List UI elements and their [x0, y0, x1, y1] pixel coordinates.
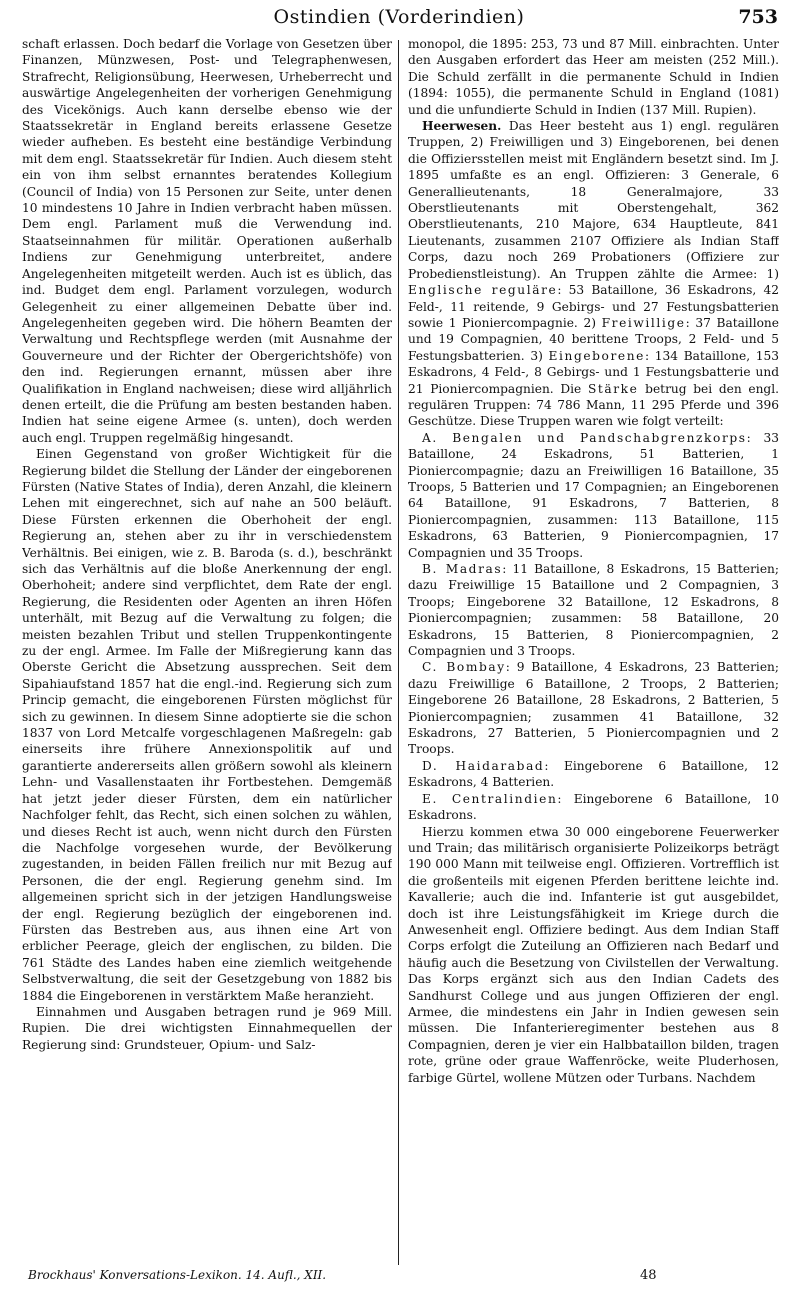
region-label: E. Centralindien — [422, 791, 558, 806]
section-run-in-heading: Heerwesen. — [422, 119, 502, 134]
paragraph-heerwesen — [408, 118, 779, 430]
right-column — [408, 36, 779, 1258]
region-text: : Eingeborene 6 Bataillone, 10 Eskadrons. — [408, 791, 779, 823]
region-text: : Eingeborene 6 Bataillone, 12 Eskadrons, 4 Batterien. — [408, 758, 779, 790]
paragraph: Hierzu kommen etwa 30 000 eingeborene Feuerwerker und Train; das militärisch organisierte Polizeikorps beträgt 190 000 Mann mit teilweise engl. Offizieren. Vortrefflich ist die großenteils mit eigenen Pferden berittene leichte ind. Kavallerie; auch die ind. Infanterie ist gut ausgebildet, doch ist ihre Leistungsfähigkeit im Kriege durch die Anwesenheit engl. Offiziere bedingt. Aus dem Indian Staff Corps erfolgt die Zuteilung an Offizieren nach Bedarf und häufig auch die Besetzung von Civilstellen der Verwaltung. Das Korps ergänzt sich aus den Indian Cadets des Sandhurst College und aus jungen Offizieren der engl. Armee, die mindestens ein Jahr in Indien gewesen sein müssen. Die Infanterieregimenter bestehen aus 8 Compagnien, deren je vier ein Halbbataillon bilden, tragen rote, grüne oder graue Waffenröcke, weite Pluderhosen, farbige Gürtel, wollene Mützen oder Turbans. Nachdem — [408, 824, 779, 1085]
paragraph: monopol, die 1895: 253, 73 und 87 Mill. einbrachten. Unter den Ausgaben erfordert das Heer am meisten (252 Mill.). Die Schuld zerfällt in die permanente Schuld in Indien (1894: 1055), die permanente Schuld in England (1081) und die unfundierte Schuld in Indien (137 Mill. Rupien). — [408, 37, 779, 117]
army-region-entry — [408, 791, 779, 824]
army-region-entry — [408, 758, 779, 791]
paragraph-text: Das Heer besteht aus 1) engl. regulären Truppen, 2) Freiwilligen und 3) Eingeborenen, bei denen die Offiziersstellen meist mit Engländern besetzt sind. Im J. 1895 umfaßte es an engl. Offizieren: 3 Generale, 6 Generallieutenants, 18 Generalmajore, 33 Oberstlieutenants mit Oberstengehalt, 362 Oberstlieutenants, 210 Majore, 634 Hauptleute, 841 Lieutenants, zusammen 2107 Offiziere als Indian Staff Corps, dazu noch 269 Probationers (Offiziere zur Probedienstleistung). An Truppen zählte die Armee: 1) — [408, 119, 779, 281]
column-divider — [398, 40, 399, 1265]
page-header — [20, 6, 778, 40]
page-number: 753 — [738, 6, 778, 28]
region-text: : 9 Bataillone, 4 Eskadrons, 23 Batterien; dazu Freiwillige 6 Bataillone, 2 Troops, 2 Batterien; Eingeborene 26 Bataillone, 28 Eskadrons, 2 Batterien, 5 Pioniercompagnien; zusammen 41 Bataillone, 32 Eskadrons, 27 Batterien, 5 Pioniercompagnien und 2 Troops. — [408, 660, 779, 757]
running-title: Ostindien (Vorderindien) — [273, 6, 525, 28]
paragraph-text: : 37 Bataillone und 19 Compagnien, 40 berittene Troops, 2 Feld- und 5 Festungsbatterien. 3) — [408, 315, 779, 363]
army-region-entry — [408, 659, 779, 757]
region-label: B. Madras — [422, 562, 503, 576]
paragraph: Einen Gegenstand von großer Wichtigkeit für die Regierung bildet die Stellung der Länder der eingeborenen Fürsten (Native States of India), deren Anzahl, die kleinern Lehen mit eingerechnet, sich auf nahe an 500 beläuft. Diese Fürsten erkennen die Oberhoheit der engl. Regierung an, stehen aber zu ihr in verschiedenstem Verhältnis. Bei einigen, wie z. B. Baroda (s. d.), beschränkt sich das Verhältnis auf die bloße Anerkennung der engl. Oberhoheit; andere sind verpflichtet, dem Rate der engl. Regierung, die Residenten oder Agenten an ihren Höfen unterhält, mit Bezug auf die Verwaltung zu folgen; die meisten bezahlen Tribut und stellen Truppenkontingente zu der engl. Armee. Im Falle der Mißregierung kann das Oberste Gericht die Absetzung aussprechen. Seit dem Sipahiaufstand 1857 hat die engl.-ind. Regierung sich zum Princip gemacht, die eingeborenen Fürsten möglichst für sich zu gewinnen. In diesem Sinne adoptierte sie die schon 1837 von Lord Metcalfe vorgeschlagenen Maßregeln: gab einerseits ihre frühere Annexionspolitik auf und garantierte andererseits allen größern sowohl als kleinern Lehn- und Vasallenstaaten ihr Fortbestehen. Demgemäß hat jetzt jeder dieser Fürsten, dem ein natürlicher Nachfolger fehlt, das Recht, sich einen solchen zu wählen, und dieses Recht ist auch, wenn nicht durch den Fürsten die Nachfolge vorgesehen wurde, der Bevölkerung zugestanden, in beiden Fällen freilich nur mit Bezug auf Personen, die der engl. Regierung genehm sind. Im allgemeinen spricht sich in der jetzigen Handlungsweise der engl. Regierung bezüglich der eingeborenen ind. Fürsten das Bestreben aus, aus ihnen eine Art von erblicher Peerage, gleich der englischen, zu bilden. Die 761 Städte des Landes haben eine ziemlich weitgehende Selbstverwaltung, die seit der Gesetzgebung von 1882 bis 1884 die Eingeborenen in verstärktem Maße heranzieht. — [22, 447, 392, 1003]
paragraph: schaft erlassen. Doch bedarf die Vorlage von Gesetzen über Finanzen, Münzwesen, Post- und Telegraphenwesen, Strafrecht, Religionsübung, Heerwesen, Urheberrecht und auswärtige Angelegenheiten der vorherigen Genehmigung des Vicekönigs. Auch kann derselbe ebenso wie der Staatssekretär in England bereits erlassene Gesetze wieder aufheben. Es besteht eine beständige Verbindung mit dem engl. Staatssekretär für Indien. Auch diesem steht ein von ihm selbst ernanntes beratendes Kollegium (Council of India) von 15 Personen zur Seite, unter denen 10 mindestens 10 Jahre in Indien verbracht haben müssen. Dem engl. Parlament muß die Verwendung ind. Staatseinnahmen für militär. Operationen außerhalb Indiens zur Genehmigung unterbreitet, andere Angelegenheiten mitgeteilt werden. Auch ist es üblich, das ind. Budget dem engl. Parlament vorzulegen, wodurch Gelegenheit zu einer allgemeinen Debatte über ind. Angelegenheiten gegeben wird. Die höhern Beamten der Verwaltung und Rechtspflege werden (mit Ausnahme der Gouverneure und der Richter der Obergerichtshöfe) von den ind. Regierungen ernannt, müssen aber ihre Qualifikation in England nachweisen; diese wird alljährlich denen erteilt, die die Prüfung am besten bestanden haben. Indien hat seine eigene Armee (s. unten), doch werden auch engl. Truppen regelmäßig hingesandt. — [22, 37, 392, 445]
spaced-term: Stärke — [587, 381, 639, 396]
region-text: : 33 Bataillone, 24 Eskadrons, 51 Batterien, 1 Pioniercompagnie; dazu an Freiwilligen 16 Bataillone, 35 Troops, 5 Batterien und 17 Compagnien; an Eingeborenen 64 Bataillone, 91 Eskadrons, 7 Batterien, 8 Pioniercompagnien, zusammen: 113 Bataillone, 115 Eskadrons, 63 Batterien, 9 Pioniercompagnien, 17 Compagnien und 35 Troops. — [408, 430, 779, 560]
page-footer — [28, 1268, 778, 1288]
army-region-entry — [408, 430, 779, 561]
paragraph-text: : 134 Bataillone, 153 Eskadrons, 4 Feld-, 8 Gebirgs- und 1 Festungsbatterie und 21 Pioniercompagnien. Die — [408, 348, 779, 396]
sheet-signature: 48 — [640, 1268, 657, 1283]
footer-source: Brockhaus' Konversations-Lexikon. 14. Aufl., XII. — [28, 1268, 327, 1282]
army-region-entry — [408, 561, 779, 659]
spaced-term: Englische reguläre — [408, 283, 558, 298]
paragraph-text: betrug bei den engl. regulären Truppen: 74 786 Mann, 11 295 Pferde und 396 Geschütze. Diese Truppen waren wie folgt verteilt: — [408, 381, 779, 429]
left-column — [22, 36, 392, 1258]
region-text: : 11 Bataillone, 8 Eskadrons, 15 Batterien; dazu Freiwillige 15 Bataillone und 2 Compagnien, 3 Troops; Eingeborene 32 Bataillone, 12 Eskadrons, 8 Pioniercompagnien; zusammen: 58 Bataillone, 20 Eskadrons, 15 Batterien, 8 Pioniercompagnien, 2 Compagnien und 3 Troops. — [408, 562, 779, 659]
region-label: C. Bombay — [422, 660, 506, 675]
paragraph-text: : 53 Bataillone, 36 Eskadrons, 42 Feld-, 11 reitende, 9 Gebirgs- und 27 Festungsbatterien sowie 1 Pioniercompagnie. 2) — [408, 283, 779, 330]
spaced-term: Eingeborene — [548, 348, 645, 363]
region-label: D. Haidarabad — [422, 758, 545, 773]
spaced-term: Freiwillige — [601, 315, 686, 330]
region-label: A. Bengalen und Pandschabgrenzkorps — [422, 430, 747, 445]
paragraph: Einnahmen und Ausgaben betragen rund je 969 Mill. Rupien. Die drei wichtigsten Einnahmequellen der Regierung sind: Grundsteuer, Opium- und Salz- — [22, 1004, 392, 1052]
